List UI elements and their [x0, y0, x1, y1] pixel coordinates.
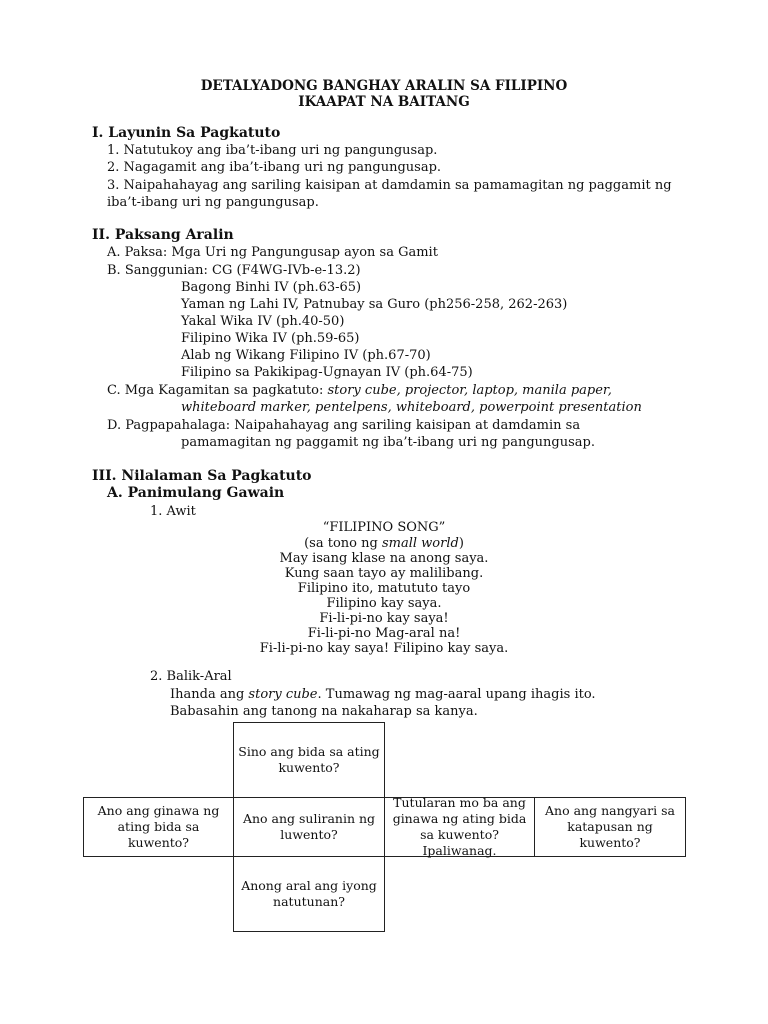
song-tune-suffix: ) [458, 536, 464, 551]
kagamitan-line [107, 382, 612, 399]
song-line: Filipino ito, matututo tayo [297, 581, 471, 596]
pagpapahalaga-line2: pamamagitan ng paggamit ng iba’t-ibang uri ng pangungusap. [181, 435, 595, 450]
section2-heading: II. Paksang Aralin [92, 227, 234, 243]
document-title-line2: IKAAPAT NA BAITANG [298, 94, 470, 110]
cube-face-bottom [233, 856, 385, 932]
kagamitan-items-line2: whiteboard marker, pentelpens, whiteboard, powerpoint presentation [181, 400, 642, 415]
reference-item: Bagong Binhi IV (ph.63-65) [181, 280, 362, 295]
cube-face-text: Ano ang ginawa ng ating bida sa kuwento? [97, 803, 220, 850]
cube-face-text: Tutularan mo ba ang ginawa ng ating bida sa kuwento? Ipaliwanag. [392, 795, 527, 858]
kagamitan-label: C. Mga Kagamitan sa pagkatuto: [107, 383, 328, 398]
reference-item: Filipino sa Pakikipag-Ugnayan IV (ph.64-75) [181, 365, 473, 380]
cube-face-text: Anong aral ang iyong natutunan? [241, 878, 377, 909]
section3-heading: III. Nilalaman Sa Pagkatuto [92, 468, 312, 484]
kagamitan-items: story cube, projector, laptop, manila paper, [327, 383, 612, 398]
reference-item: Yakal Wika IV (ph.40-50) [181, 314, 345, 329]
pagpapahalaga-line1: D. Pagpapahalaga: Naipahahayag ang sariling kaisipan at damdamin sa [107, 418, 581, 433]
story-cube-term: story cube [248, 687, 318, 702]
song-line: Fi-li-pi-no kay saya! Filipino kay saya. [259, 641, 509, 656]
panimulang-gawain-heading: A. Panimulang Gawain [107, 485, 285, 501]
cube-face-center [233, 797, 385, 857]
song-line: Kung saan tayo ay malilibang. [284, 566, 484, 581]
balik-aral-line1 [170, 686, 596, 703]
cube-face-right [534, 797, 686, 857]
reference-item: Yaman ng Lahi IV, Patnubay sa Guro (ph256-258, 262-263) [181, 297, 568, 312]
cube-face-text: Sino ang bida sa ating kuwento? [238, 744, 380, 775]
awit-label: 1. Awit [150, 504, 196, 519]
balik-aral-label: 2. Balik-Aral [150, 669, 232, 684]
paksa-line: A. Paksa: Mga Uri ng Pangungusap ayon sa Gamit [107, 245, 438, 260]
reference-item: Filipino Wika IV (ph.59-65) [181, 331, 360, 346]
cube-face-text: Ano ang nangyari sa katapusan ng kuwento? [545, 803, 675, 850]
song-line: Fi-li-pi-no Mag-aral na! [307, 626, 461, 641]
balik-aral-line2: Babasahin ang tanong na nakaharap sa kanya. [170, 704, 478, 719]
document-title-line1: DETALYADONG BANGHAY ARALIN SA FILIPINO [200, 78, 568, 94]
song-tune-name: small world [381, 536, 459, 551]
song-line: Fi-li-pi-no kay saya! [319, 611, 449, 626]
balik-aral-line1-suffix: . Tumawag ng mag-aaral upang ihagis ito. [317, 687, 596, 702]
sanggunian-line: B. Sanggunian: CG (F4WG-IVb-e-13.2) [107, 263, 361, 278]
objective-3-line2: iba’t-ibang uri ng pangungusap. [107, 195, 319, 210]
song-tune-prefix: (sa tono ng [304, 536, 382, 551]
objective-1: 1. Natutukoy ang iba’t-ibang uri ng pangungusap. [107, 143, 438, 158]
cube-face-left [83, 797, 234, 857]
song-line: Filipino kay saya. [326, 596, 442, 611]
objective-2: 2. Nagagamit ang iba’t-ibang uri ng pangungusap. [107, 160, 442, 175]
reference-item: Alab ng Wikang Filipino IV (ph.67-70) [181, 348, 431, 363]
cube-face-right-center [384, 797, 535, 857]
objective-3-line1: 3. Naipahahayag ang sariling kaisipan at damdamin sa pamamagitan ng paggamit ng [107, 178, 672, 193]
cube-face-text: Ano ang suliranin ng luwento? [242, 811, 376, 842]
song-title: “FILIPINO SONG” [322, 520, 446, 535]
balik-aral-line1-prefix: Ihanda ang [170, 687, 249, 702]
section1-heading: I. Layunin Sa Pagkatuto [92, 125, 281, 141]
song-line: May isang klase na anong saya. [279, 551, 489, 566]
cube-face-top [233, 722, 385, 798]
